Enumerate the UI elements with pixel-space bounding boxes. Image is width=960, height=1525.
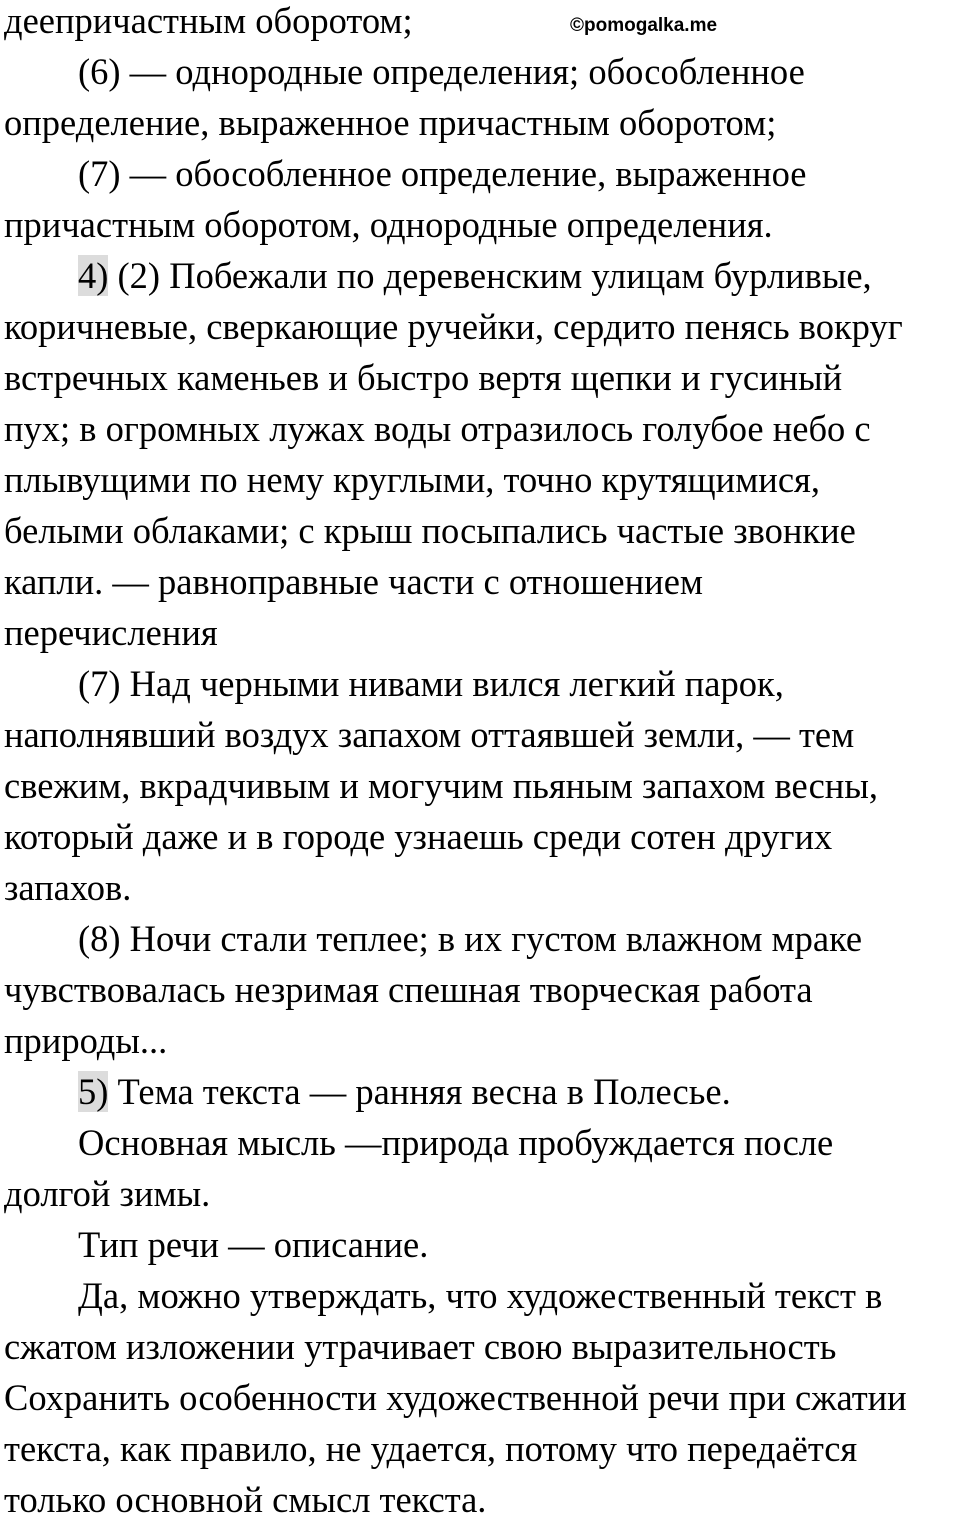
text-line: деепричастным оборотом; xyxy=(4,0,413,41)
text-line: свежим, вкрадчивым и могучим пьяным запахом весны, xyxy=(4,765,878,806)
text-line xyxy=(4,1066,959,1117)
text-line: долгой зимы. xyxy=(4,1173,211,1214)
text-line: (8) Ночи стали теплее; в их густом влажном мраке xyxy=(78,918,863,959)
text-line: природы... xyxy=(4,1020,168,1061)
text-line: (7) — обособленное определение, выраженное xyxy=(78,153,807,194)
text-line: встречных каменьев и быстро вертя щепки и гусиный xyxy=(4,357,843,398)
text-line: Основная мысль —природа пробуждается после xyxy=(78,1122,834,1163)
item-number-4: 4) xyxy=(78,255,109,296)
text-line: белыми облаками; с крыш посыпались частые звонкие xyxy=(4,510,856,551)
text-line-rest: Тема текста — ранняя весна в Полесье. xyxy=(108,1071,731,1112)
text-line: запахов. xyxy=(4,867,132,908)
watermark: ©pomogalka.me xyxy=(570,15,718,36)
text-line: (6) — однородные определения; обособленное xyxy=(78,51,805,92)
text-line: коричневые, сверкающие ручейки, сердито пенясь вокруг xyxy=(4,306,903,347)
text-line xyxy=(4,250,959,301)
text-line: Сохранить особенности художественной речи при сжатии xyxy=(4,1377,907,1418)
text-line: пух; в огромных лужах воды отразилось голубое небо с xyxy=(4,408,871,449)
text-line: определение, выраженное причастным оборотом; xyxy=(4,102,777,143)
text-line: наполнявший воздух запахом оттаявшей земли, — тем xyxy=(4,714,855,755)
text-line: (7) Над черными нивами вился легкий парок, xyxy=(78,663,784,704)
text-line: который даже и в городе узнаешь среди сотен других xyxy=(4,816,833,857)
text-line: Тип речи — описание. xyxy=(78,1224,429,1265)
text-line: перечисления xyxy=(4,612,218,653)
text-line: Да, можно утверждать, что художественный текст в xyxy=(78,1275,883,1316)
text-line: только основной смысл текста. xyxy=(4,1479,487,1520)
text-line: текста, как правило, не удается, потому что передаётся xyxy=(4,1428,858,1469)
text-line: капли. — равноправные части с отношением xyxy=(4,561,703,602)
text-line: сжатом изложении утрачивает свою выразительность xyxy=(4,1326,837,1367)
text-line: чувствовалась незримая спешная творческая работа xyxy=(4,969,813,1010)
text-line-rest: (2) Побежали по деревенским улицам бурливые, xyxy=(108,255,872,296)
item-number-5: 5) xyxy=(78,1071,109,1112)
text-line: плывущими по нему круглыми, точно крутящимися, xyxy=(4,459,820,500)
text-line: причастным оборотом, однородные определения. xyxy=(4,204,773,245)
document-body xyxy=(4,0,959,1525)
